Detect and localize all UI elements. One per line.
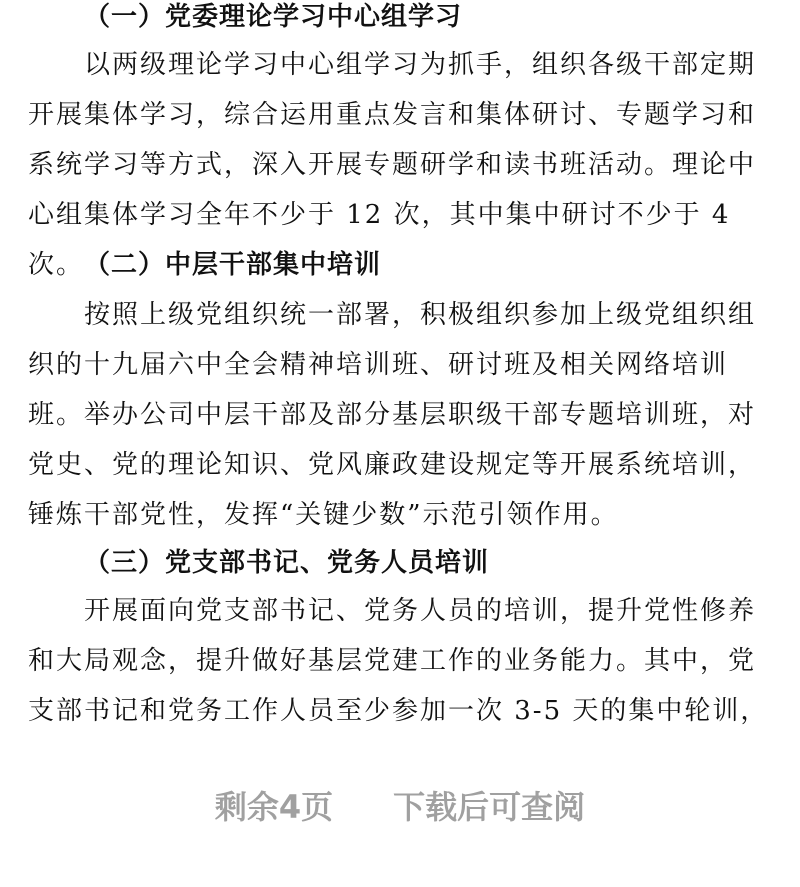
section-heading-3: （三）党支部书记、党务人员培训	[84, 548, 490, 578]
download-to-view-label[interactable]: 下载后可查阅	[393, 788, 586, 826]
remaining-pages-label: 剩余4页	[214, 788, 334, 826]
section-paragraph-1: 以两级理论学习中心组学习为抓手，组织各级干部定期开展集体学习，综合运用重点发言和集体研讨、专题学习和系统学习等方式，深入开展专题研学和读书班活动。理论中心组集体学习全年不少于 12 次，其中集中研讨不少于 4 次。	[28, 50, 757, 280]
section-paragraph-3: 开展面向党支部书记、党务人员的培训，提升党性修养和大局观念，提升做好基层党建工作的业务能力。其中，党支部书记和党务工作人员至少参加一次 3-5 天的集中轮训，	[28, 596, 769, 726]
section-heading-1: （一）党委理论学习中心组学习	[84, 2, 463, 32]
section-heading-2: （二）中层干部集中培训	[84, 250, 382, 280]
download-prompt[interactable]	[0, 784, 800, 830]
section-paragraph-2: 按照上级党组织统一部署，积极组织参加上级党组织组织的十九届六中全会精神培训班、研讨班及相关网络培训班。举办公司中层干部及部分基层职级干部专题培训班，对党史、党的理论知识、党风廉政建设规定等开展系统培训，锤炼干部党性，发挥“关键少数”示范引领作用。	[28, 300, 757, 530]
